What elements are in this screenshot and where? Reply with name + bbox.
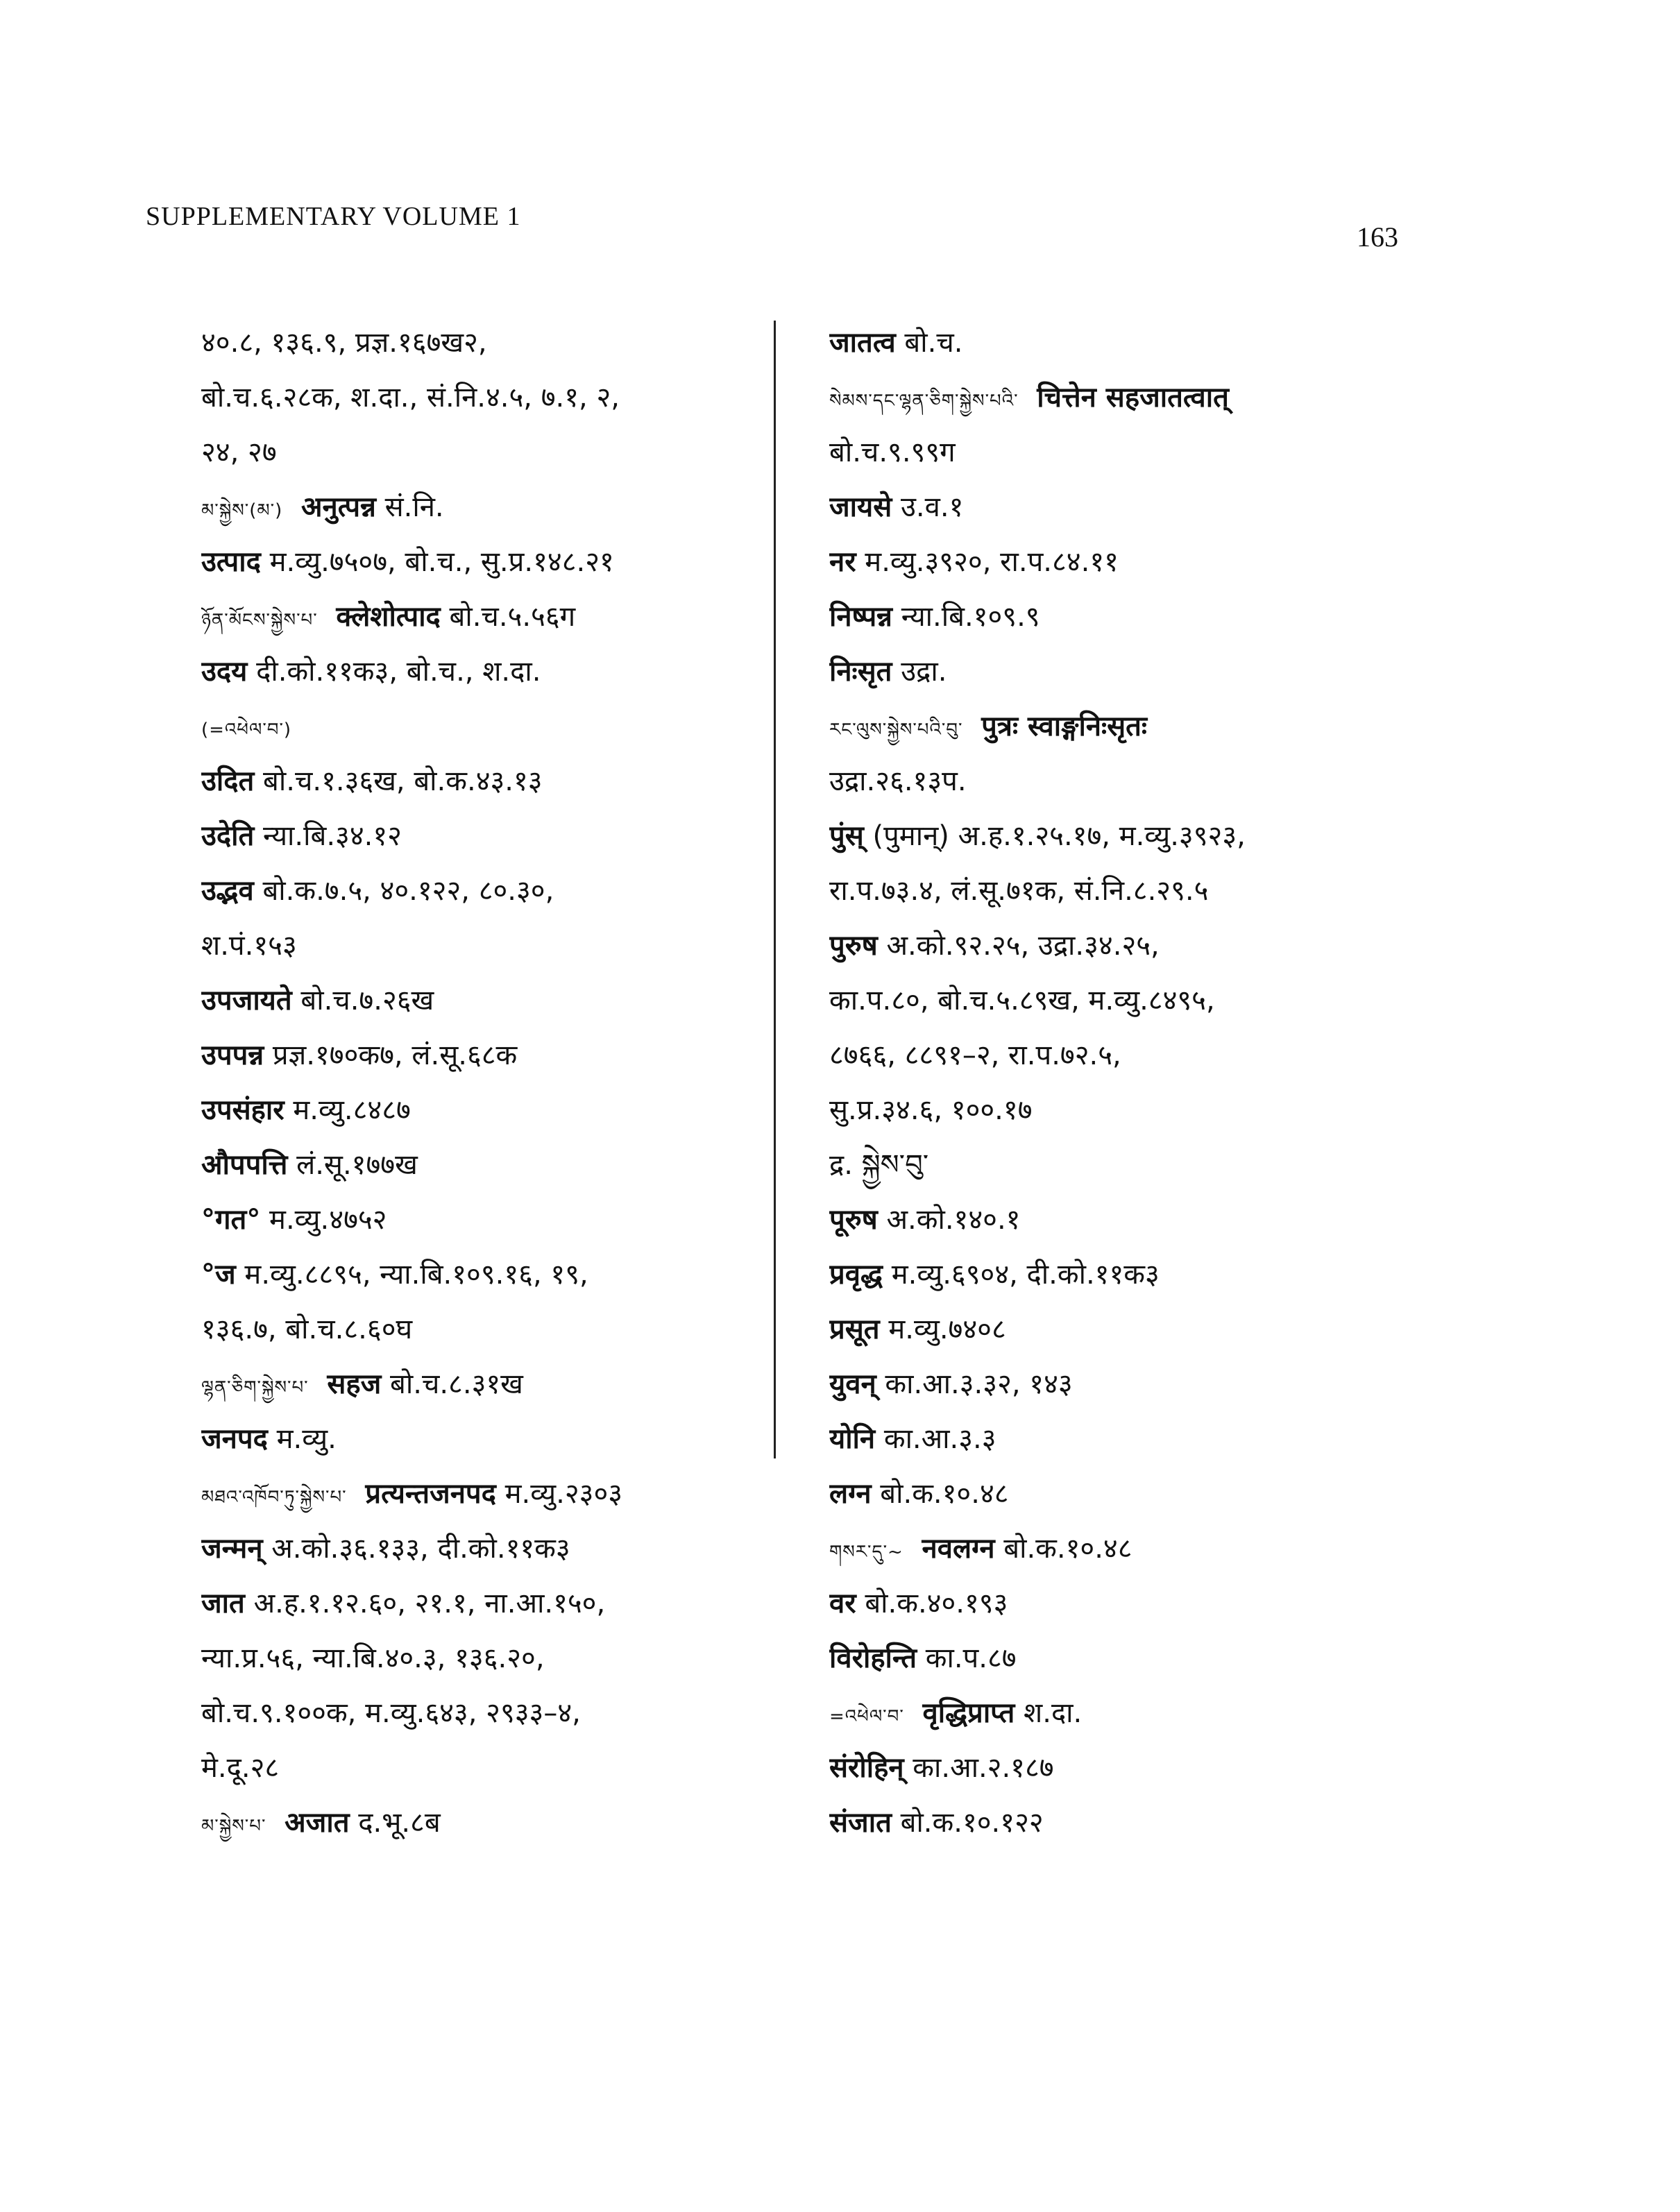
sanskrit-headword: संजात bbox=[829, 1807, 892, 1839]
entry-line bbox=[201, 425, 756, 480]
tibetan-term: མཐའ་འཁོབ་ཏུ་སྐྱེས་པ་ bbox=[201, 1487, 347, 1508]
source-reference: बो.क.४०.१९३ bbox=[865, 1588, 1008, 1619]
entry-line bbox=[201, 1467, 756, 1522]
source-reference: का.प.८७ bbox=[925, 1642, 1017, 1674]
running-head: SUPPLEMENTARY VOLUME 1 bbox=[146, 202, 521, 231]
source-reference: अ.को.१४०.१ bbox=[886, 1204, 1021, 1236]
source-reference: श.पं.१५३ bbox=[201, 930, 297, 962]
source-reference: अ.ह.१.१२.६०, २१.१, ना.आ.१५०, bbox=[253, 1588, 606, 1619]
entry-line bbox=[201, 754, 756, 809]
sanskrit-headword: प्रत्यन्तजनपद bbox=[365, 1478, 496, 1510]
entry-line bbox=[829, 1796, 1440, 1851]
entry-line bbox=[829, 1083, 1440, 1138]
sanskrit-headword: °ज bbox=[201, 1259, 236, 1291]
entry-line bbox=[829, 1138, 1440, 1193]
tibetan-term: ཉོན་མོངས་སྐྱེས་པ་ bbox=[201, 610, 318, 631]
source-reference: का.आ.३.३२, १४३ bbox=[885, 1368, 1073, 1400]
sanskrit-headword: जन्मन् bbox=[201, 1533, 263, 1565]
entry-line bbox=[201, 371, 756, 425]
entry-line bbox=[829, 1576, 1440, 1631]
entry-line bbox=[829, 1522, 1440, 1576]
sanskrit-headword: उत्पाद bbox=[201, 546, 261, 578]
source-reference: म.व्यु.७४०८ bbox=[888, 1313, 1006, 1345]
source-reference: म.व्यु.८४८७ bbox=[293, 1094, 411, 1126]
tibetan-term: ལྷན་ཅིག་སྐྱེས་པ་ bbox=[201, 1377, 309, 1398]
entry-line bbox=[201, 973, 756, 1028]
sanskrit-headword: उद्भव bbox=[201, 875, 254, 907]
source-reference: अ.को.३६.१३३, दी.को.११क३ bbox=[271, 1533, 570, 1565]
sanskrit-headword: लग्न bbox=[829, 1478, 872, 1510]
sanskrit-headword: क्लेशोत्पाद bbox=[336, 601, 441, 633]
tibetan-term: གསར་དུ་~ bbox=[829, 1542, 903, 1563]
entry-line bbox=[201, 535, 756, 590]
entry-line bbox=[829, 1302, 1440, 1357]
source-reference: बो.च.९.१००क, म.व्यु.६४३, २९३३–४, bbox=[201, 1697, 581, 1729]
sanskrit-headword: विरोहन्ति bbox=[829, 1642, 917, 1674]
entry-line bbox=[829, 480, 1440, 535]
entry-line bbox=[201, 699, 756, 754]
source-reference: द.भू.८ब bbox=[358, 1807, 441, 1839]
source-reference: श.दा. bbox=[1024, 1697, 1083, 1729]
source-reference: बो.च.६.२८क, श.दा., सं.नि.४.५, ७.१, २, bbox=[201, 382, 620, 414]
source-reference: अ.को.९२.२५, उद्रा.३४.२५, bbox=[886, 930, 1160, 962]
source-reference: सं.नि. bbox=[384, 491, 444, 523]
entry-line bbox=[201, 1193, 756, 1248]
page-number: 163 bbox=[1357, 221, 1398, 253]
sanskrit-headword: उपजायते bbox=[201, 985, 292, 1016]
entry-line bbox=[829, 1357, 1440, 1412]
entry-line bbox=[829, 809, 1440, 864]
sanskrit-headword: नर bbox=[829, 546, 856, 578]
entry-line bbox=[201, 590, 756, 645]
sanskrit-headword: योनि bbox=[829, 1423, 876, 1455]
entry-line bbox=[201, 1576, 756, 1631]
source-reference: म.व्यु.३९२०, रा.प.८४.११ bbox=[865, 546, 1119, 578]
tibetan-term: མ་སྐྱེས་(མ་) bbox=[201, 500, 283, 521]
source-reference: लं.सू.१७७ख bbox=[296, 1149, 418, 1181]
entry-line bbox=[829, 1028, 1440, 1083]
sanskrit-headword: पूरुष bbox=[829, 1204, 878, 1236]
tibetan-term: སེམས་དང་ལྷན་ཅིག་སྐྱེས་པའི་ bbox=[829, 391, 1019, 411]
source-reference: म.व्यु.४७५२ bbox=[269, 1204, 387, 1236]
source-reference: सु.प्र.३४.६, १००.१७ bbox=[829, 1094, 1033, 1126]
source-reference: उद्रा. bbox=[901, 656, 947, 688]
sanskrit-headword: पुरुष bbox=[829, 930, 878, 962]
entry-line bbox=[201, 1083, 756, 1138]
entry-line bbox=[201, 864, 756, 919]
entry-line bbox=[201, 1412, 756, 1467]
sanskrit-headword: वर bbox=[829, 1588, 856, 1619]
sanskrit-headword: अनुत्पन्न bbox=[301, 491, 376, 523]
entry-line bbox=[201, 809, 756, 864]
sanskrit-headword: जनपद bbox=[201, 1423, 268, 1455]
entry-line bbox=[201, 1248, 756, 1302]
source-reference: बो.च.१.३६ख, बो.क.४३.१३ bbox=[263, 765, 543, 797]
sanskrit-headword: नवलग्न bbox=[922, 1533, 995, 1565]
source-reference: न्या.बि.३४.१२ bbox=[263, 820, 402, 852]
entry-line bbox=[829, 1686, 1440, 1741]
tibetan-term: མ་སྐྱེས་པ་ bbox=[201, 1816, 266, 1837]
sanskrit-headword: संरोहिन् bbox=[829, 1752, 904, 1784]
sanskrit-headword: पुत्रः स्वाङ्गनिःसृतः bbox=[981, 711, 1148, 742]
entry-line bbox=[829, 371, 1440, 425]
sanskrit-headword: जातत्व bbox=[829, 327, 896, 359]
source-reference: बो.क.१०.१२२ bbox=[900, 1807, 1044, 1839]
sanskrit-headword: औपपत्ति bbox=[201, 1149, 288, 1181]
sanskrit-headword: उपपन्न bbox=[201, 1039, 264, 1071]
tibetan-term: (=འཕེལ་བ་) bbox=[201, 720, 292, 740]
source-reference: म.व्यु.२३०३ bbox=[504, 1478, 623, 1510]
sanskrit-headword: चित्तेन सहजातत्वात् bbox=[1037, 382, 1229, 414]
source-reference: न्या.प्र.५६, न्या.बि.४०.३, १३६.२०, bbox=[201, 1642, 545, 1674]
sanskrit-headword: जायसे bbox=[829, 491, 892, 523]
entry-line bbox=[201, 1741, 756, 1796]
tibetan-term: རང་ལུས་སྐྱེས་པའི་བུ་ bbox=[829, 720, 963, 740]
source-reference: (पुमान्) अ.ह.१.२५.१७, म.व्यु.३९२३, bbox=[872, 820, 1246, 852]
source-reference: बो.च.५.५६ग bbox=[449, 601, 576, 633]
source-reference: बो.च.९.९९ग bbox=[829, 436, 956, 468]
source-reference: द्र. སྐྱེས་བུ་ bbox=[829, 1149, 929, 1181]
right-column bbox=[829, 316, 1440, 1851]
source-reference: बो.च.८.३१ख bbox=[390, 1368, 523, 1400]
sanskrit-headword: प्रसूत bbox=[829, 1313, 880, 1345]
source-reference: का.आ.२.१८७ bbox=[913, 1752, 1054, 1784]
tibetan-term: =འཕེལ་བ་ bbox=[829, 1706, 904, 1727]
entry-line bbox=[829, 645, 1440, 699]
entry-line bbox=[201, 1796, 756, 1851]
source-reference: म.व्यु.६९०४, दी.को.११क३ bbox=[891, 1259, 1160, 1291]
entry-line bbox=[201, 1028, 756, 1083]
source-reference: २४, २७ bbox=[201, 436, 277, 468]
source-reference: म.व्यु. bbox=[276, 1423, 337, 1455]
source-reference: बो.च. bbox=[904, 327, 963, 359]
sanskrit-headword: प्रवृद्ध bbox=[829, 1259, 883, 1291]
entry-line bbox=[829, 425, 1440, 480]
entry-line bbox=[829, 699, 1440, 754]
entry-line bbox=[829, 1741, 1440, 1796]
entry-line bbox=[201, 1522, 756, 1576]
source-reference: ८७६६, ८८९१–२, रा.प.७२.५, bbox=[829, 1039, 1121, 1071]
source-reference: रा.प.७३.४, लं.सू.७१क, सं.नि.८.२९.५ bbox=[829, 875, 1209, 907]
left-column bbox=[201, 316, 756, 1851]
source-reference: उद्रा.२६.१३प. bbox=[829, 765, 967, 797]
entry-line bbox=[829, 535, 1440, 590]
entry-line bbox=[829, 973, 1440, 1028]
entry-line bbox=[201, 316, 756, 371]
entry-line bbox=[201, 919, 756, 973]
entry-line bbox=[201, 1357, 756, 1412]
entry-line bbox=[829, 316, 1440, 371]
entry-line bbox=[201, 480, 756, 535]
sanskrit-headword: °गत° bbox=[201, 1204, 261, 1236]
source-reference: ४०.८, १३६.९, प्रज्ञ.१६७ख२, bbox=[201, 327, 487, 359]
sanskrit-headword: निःसृत bbox=[829, 656, 892, 688]
entry-line bbox=[829, 864, 1440, 919]
sanskrit-headword: उदेति bbox=[201, 820, 255, 852]
source-reference: म.व्यु.७५०७, बो.च., सु.प्र.१४८.२१ bbox=[269, 546, 614, 578]
source-reference: बो.च.७.२६ख bbox=[300, 985, 434, 1016]
source-reference: बो.क.७.५, ४०.१२२, ८०.३०, bbox=[262, 875, 554, 907]
entry-line bbox=[829, 1467, 1440, 1522]
source-reference: मे.दू.२८ bbox=[201, 1752, 280, 1784]
entry-line bbox=[201, 1686, 756, 1741]
entry-line bbox=[201, 645, 756, 699]
entry-line bbox=[829, 919, 1440, 973]
entry-line bbox=[829, 1631, 1440, 1686]
column-divider bbox=[774, 321, 776, 1458]
source-reference: दी.को.११क३, बो.च., श.दा. bbox=[256, 656, 541, 688]
sanskrit-headword: सहज bbox=[327, 1368, 382, 1400]
entry-line bbox=[829, 590, 1440, 645]
source-reference: का.आ.३.३ bbox=[883, 1423, 996, 1455]
sanskrit-headword: अजात bbox=[285, 1807, 350, 1839]
source-reference: प्रज्ञ.१७०क७, लं.सू.६८क bbox=[272, 1039, 518, 1071]
entry-line bbox=[829, 1193, 1440, 1248]
source-reference: बो.क.१०.४८ bbox=[1003, 1533, 1132, 1565]
sanskrit-headword: निष्पन्न bbox=[829, 601, 892, 633]
entry-line bbox=[829, 1412, 1440, 1467]
entry-line bbox=[829, 1248, 1440, 1302]
source-reference: १३६.७, बो.च.८.६०घ bbox=[201, 1313, 413, 1345]
sanskrit-headword: उदित bbox=[201, 765, 255, 797]
source-reference: बो.क.१०.४८ bbox=[880, 1478, 1009, 1510]
source-reference: न्या.बि.१०९.९ bbox=[901, 601, 1040, 633]
entry-line bbox=[201, 1138, 756, 1193]
entry-line bbox=[829, 754, 1440, 809]
entry-line bbox=[201, 1631, 756, 1686]
sanskrit-headword: वृद्धिप्राप्त bbox=[922, 1697, 1015, 1729]
source-reference: म.व्यु.८८९५, न्या.बि.१०९.१६, १९, bbox=[244, 1259, 588, 1291]
source-reference: उ.व.१ bbox=[901, 491, 964, 523]
sanskrit-headword: उपसंहार bbox=[201, 1094, 285, 1126]
sanskrit-headword: पुंस् bbox=[829, 820, 864, 852]
entry-line bbox=[201, 1302, 756, 1357]
source-reference: का.प.८०, बो.च.५.८९ख, म.व्यु.८४९५, bbox=[829, 985, 1215, 1016]
sanskrit-headword: उदय bbox=[201, 656, 248, 688]
sanskrit-headword: जात bbox=[201, 1588, 245, 1619]
sanskrit-headword: युवन् bbox=[829, 1368, 876, 1400]
